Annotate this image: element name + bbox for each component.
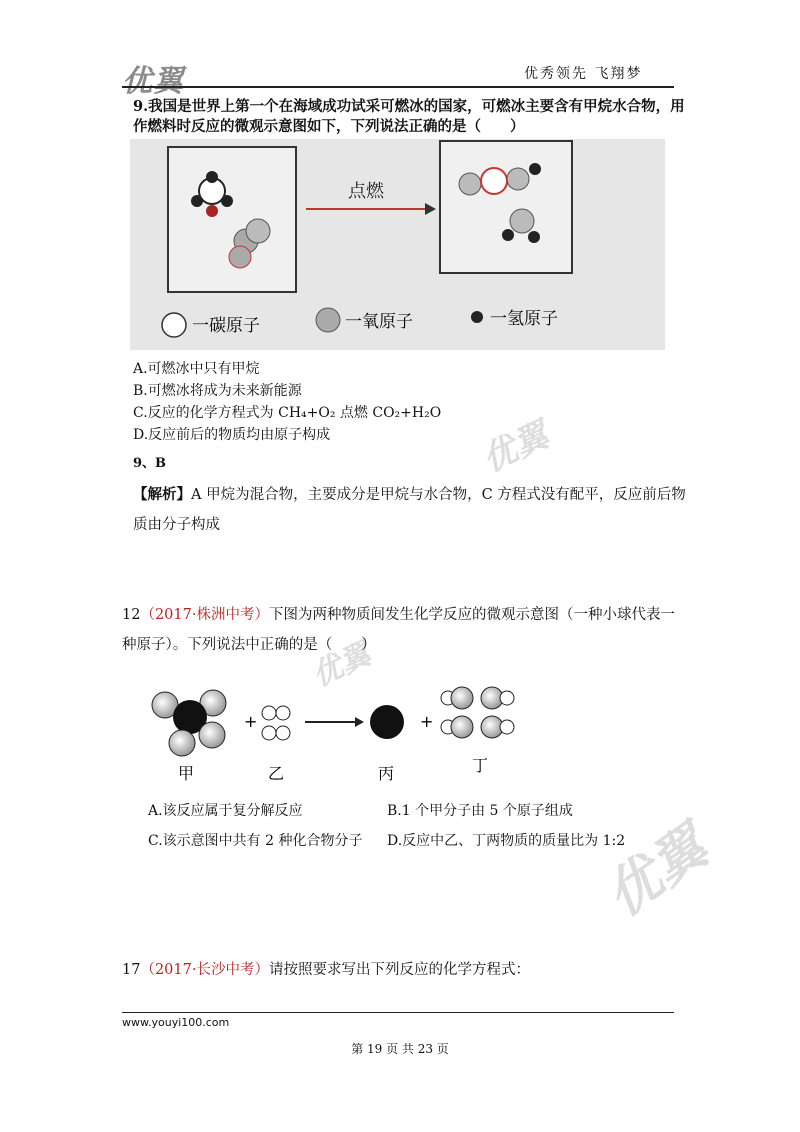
svg-text:+: + bbox=[244, 712, 258, 731]
option-d: D.反应中乙、丁两物质的质量比为 1:2 bbox=[387, 833, 626, 849]
question-stem: 请按照要求写出下列反应的化学方程式： bbox=[268, 962, 530, 978]
option-a: A.可燃冰中只有甲烷 bbox=[133, 361, 260, 377]
svg-text:+: + bbox=[420, 712, 434, 731]
label-bing: 丙 bbox=[378, 764, 395, 783]
question-number: 17 bbox=[122, 962, 141, 978]
option-c: C.反应的化学方程式为 CH₄+O₂ 点燃 CO₂+H₂O bbox=[133, 405, 442, 421]
analysis-text: A 甲烷为混合物，主要成分是甲烷与水合物，C 方程式没有配平，反应前后物质由分子构成 bbox=[133, 487, 686, 533]
label-ding: 丁 bbox=[472, 756, 489, 775]
svg-text:一氧原子: 一氧原子 bbox=[345, 312, 413, 332]
option-b: B.1 个甲分子由 5 个原子组成 bbox=[387, 803, 573, 819]
product-box bbox=[440, 141, 572, 273]
question-12-options-right bbox=[387, 796, 625, 856]
question-9-stem: 9.我国是世界上第一个在海域成功试采可燃冰的国家，可燃冰主要含有甲烷水合物，用作燃料时反应的微观示意图如下，下列说法正确的是（ ） bbox=[133, 98, 685, 135]
slogan: 优秀领先 飞翔梦 bbox=[524, 66, 643, 82]
question-number: 12 bbox=[122, 607, 141, 623]
svg-text:一碳原子: 一碳原子 bbox=[192, 316, 260, 336]
question-12-diagram bbox=[140, 675, 540, 785]
question-12-options-left bbox=[148, 796, 362, 856]
analysis bbox=[133, 480, 693, 540]
question-17 bbox=[122, 958, 530, 979]
page-number: 第 19 页 共 23 页 bbox=[351, 1042, 449, 1056]
option-b: B.可燃冰将成为未来新能源 bbox=[133, 383, 302, 399]
option-a: A.该反应属于复分解反应 bbox=[148, 803, 303, 819]
watermark: 优翼 bbox=[593, 815, 719, 929]
reactant-box bbox=[168, 147, 296, 292]
question-12 bbox=[122, 600, 682, 660]
question-source: （2017·长沙中考） bbox=[140, 962, 269, 978]
question-9-options bbox=[133, 358, 441, 446]
watermark: 优翼 bbox=[306, 636, 377, 694]
answer: 9、B bbox=[133, 456, 167, 471]
header-rule bbox=[122, 86, 674, 88]
footer-rule bbox=[122, 1012, 674, 1013]
analysis-label: 【解析】 bbox=[133, 486, 191, 503]
footer-site: www.youyi100.com bbox=[122, 1016, 230, 1029]
question-source: （2017·株洲中考） bbox=[140, 607, 269, 623]
svg-text:一氢原子: 一氢原子 bbox=[490, 309, 558, 329]
option-c: C.该示意图中共有 2 种化合物分子 bbox=[148, 833, 363, 849]
question-9-figure bbox=[130, 139, 665, 350]
label-jia: 甲 bbox=[178, 764, 195, 783]
label-yi: 乙 bbox=[268, 764, 285, 783]
arrow-label: 点燃 bbox=[348, 181, 384, 202]
question-stem: 下图为两种物质间发生化学反应的微观示意图（一种小球代表一种原子）。下列说法中正确的是（ ） bbox=[122, 607, 675, 653]
logo: 优翼 bbox=[122, 64, 184, 99]
option-d: D.反应前后的物质均由原子构成 bbox=[133, 427, 331, 443]
watermark: 优翼 bbox=[476, 415, 555, 481]
